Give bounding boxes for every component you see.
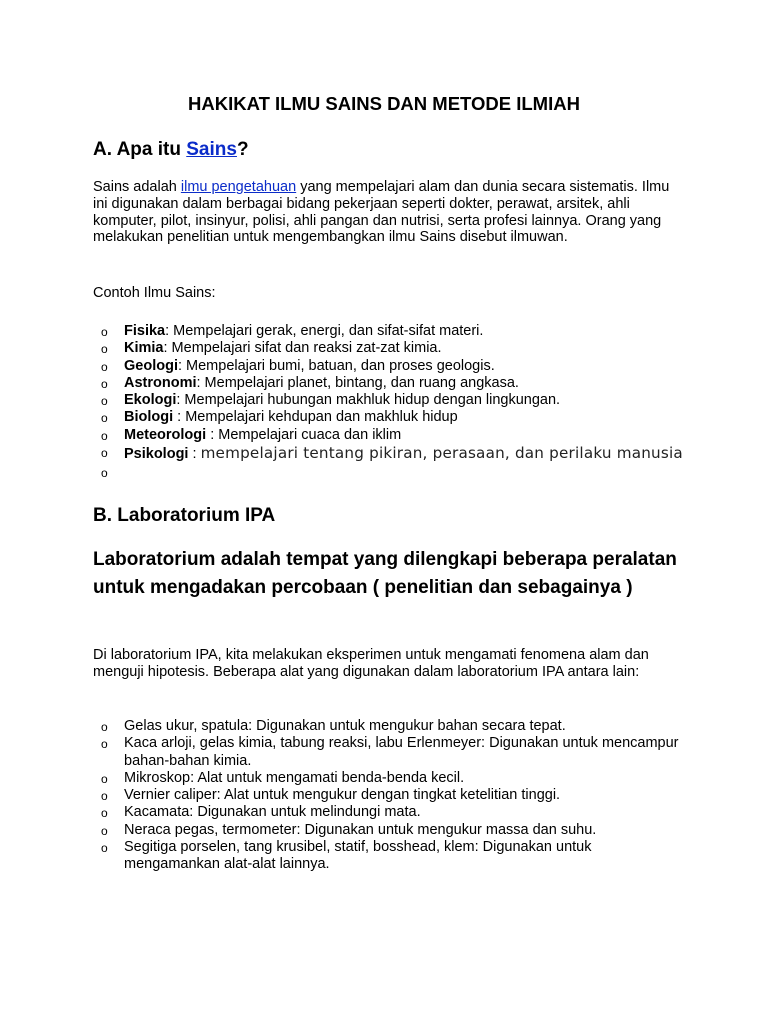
science-term: Psikologi <box>124 446 189 463</box>
bullet-marker: o <box>101 359 108 374</box>
lab-definition: Laboratorium adalah tempat yang dilengkapi beberapa peralatan untuk mengadakan percobaan ( penelitian dan sebagainya ) <box>93 549 677 598</box>
science-desc: : Mempelajari kehdupan dan makhluk hidup <box>173 409 458 426</box>
science-term: Geologi <box>124 357 178 374</box>
bullet-marker: o <box>101 737 108 752</box>
section-b-heading: B. Laboratorium IPA <box>93 505 276 526</box>
intro-after-link: yang mempelajari alam dan dunia secara sistematis. Ilmu ini digunakan dalam berbagai bidang pekerjaan seperti dokter, perawat, arsitek, ahli komputer, pilot, insinyur, polisi, ahli pangan dan nutrisi, serta profesi lainnya. Orang yang melakukan penelitian untuk mengembangkan ilmu Sains disebut ilmuwan. <box>93 179 670 246</box>
sains-link[interactable]: Sains <box>186 139 237 160</box>
intro-before-link: Sains adalah <box>93 179 181 195</box>
examples-heading: Contoh Ilmu Sains: <box>93 285 216 301</box>
document-title: HAKIKAT ILMU SAINS DAN METODE ILMIAH <box>188 93 580 114</box>
bullet-marker: o <box>101 394 108 409</box>
science-desc: mempelajari tentang pikiran, perasaan, dan perilaku manusia <box>200 444 683 463</box>
tool-text: Kacamata: Digunakan untuk melindungi mata. <box>124 804 421 821</box>
science-term: Biologi <box>124 409 174 426</box>
lab-intro-paragraph: Di laboratorium IPA, kita melakukan eksperimen untuk mengamati fenomena alam dan menguji hipotesis. Beberapa alat yang digunakan dalam laboratorium IPA antara lain: <box>93 647 649 680</box>
tool-text: Mikroskop: Alat untuk mengamati benda-benda kecil. <box>124 769 465 786</box>
science-term: Meteorologi <box>124 426 207 443</box>
bullet-marker: o <box>101 771 108 786</box>
list-item-empty <box>93 464 683 481</box>
science-term: Kimia <box>124 340 164 357</box>
science-term: Fisika <box>124 323 166 339</box>
science-desc: : Mempelajari planet, bintang, dan ruang angkasa. <box>196 374 519 391</box>
bullet-marker: o <box>101 841 108 856</box>
list-item <box>93 770 683 787</box>
bullet-marker: o <box>101 806 108 821</box>
list-item <box>93 323 683 340</box>
list-item-psikologi <box>93 444 683 464</box>
list-item <box>93 822 683 839</box>
section-a-suffix: ? <box>236 139 249 160</box>
list-item <box>93 409 683 426</box>
sciences-list <box>93 323 683 481</box>
list-item <box>93 839 683 874</box>
tool-text: Gelas ukur, spatula: Digunakan untuk mengukur bahan secara tepat. <box>124 718 566 734</box>
list-item <box>93 718 683 735</box>
ilmu-pengetahuan-link[interactable]: ilmu pengetahuan <box>180 179 297 195</box>
bullet-marker: o <box>101 720 108 734</box>
intro-paragraph <box>93 179 683 246</box>
list-item <box>93 427 683 444</box>
science-desc: : Mempelajari cuaca dan iklim <box>206 426 402 443</box>
bullet-marker: o <box>101 342 108 357</box>
science-sep: : <box>188 446 201 463</box>
science-term: Astronomi <box>124 374 197 391</box>
bullet-marker: o <box>101 325 108 339</box>
list-item <box>93 358 683 375</box>
science-desc: : Mempelajari sifat dan reaksi zat-zat kimia. <box>163 340 442 357</box>
bullet-marker: o <box>101 466 108 481</box>
list-item <box>93 804 683 821</box>
tool-text: Segitiga porselen, tang krusibel, statif, bosshead, klem: Digunakan untuk mengamankan alat-alat lainnya. <box>124 839 592 873</box>
list-item <box>93 340 683 357</box>
science-desc: : Mempelajari bumi, batuan, dan proses geologis. <box>177 357 495 374</box>
tool-text: Vernier caliper: Alat untuk mengukur dengan tingkat ketelitian tinggi. <box>124 787 561 804</box>
bullet-marker: o <box>101 823 108 838</box>
science-desc: : Mempelajari gerak, energi, dan sifat-sifat materi. <box>165 323 484 339</box>
tool-text: Neraca pegas, termometer: Digunakan untuk mengukur massa dan suhu. <box>124 821 597 838</box>
list-item <box>93 735 683 770</box>
bullet-marker: o <box>101 446 108 461</box>
section-a-heading <box>93 137 249 163</box>
tool-text: Kaca arloji, gelas kimia, tabung reaksi, labu Erlenmeyer: Digunakan untuk mencampur bahan-bahan kimia. <box>124 735 679 769</box>
bullet-marker: o <box>101 376 108 391</box>
list-item <box>93 787 683 804</box>
bullet-marker: o <box>101 789 108 804</box>
science-term: Ekologi <box>124 392 177 409</box>
bullet-marker: o <box>101 411 108 426</box>
tools-list <box>93 718 683 874</box>
list-item <box>93 392 683 409</box>
bullet-marker: o <box>101 428 108 443</box>
list-item <box>93 375 683 392</box>
section-a-prefix: A. Apa itu <box>93 139 187 160</box>
science-desc: : Mempelajari hubungan makhluk hidup dengan lingkungan. <box>176 392 561 409</box>
